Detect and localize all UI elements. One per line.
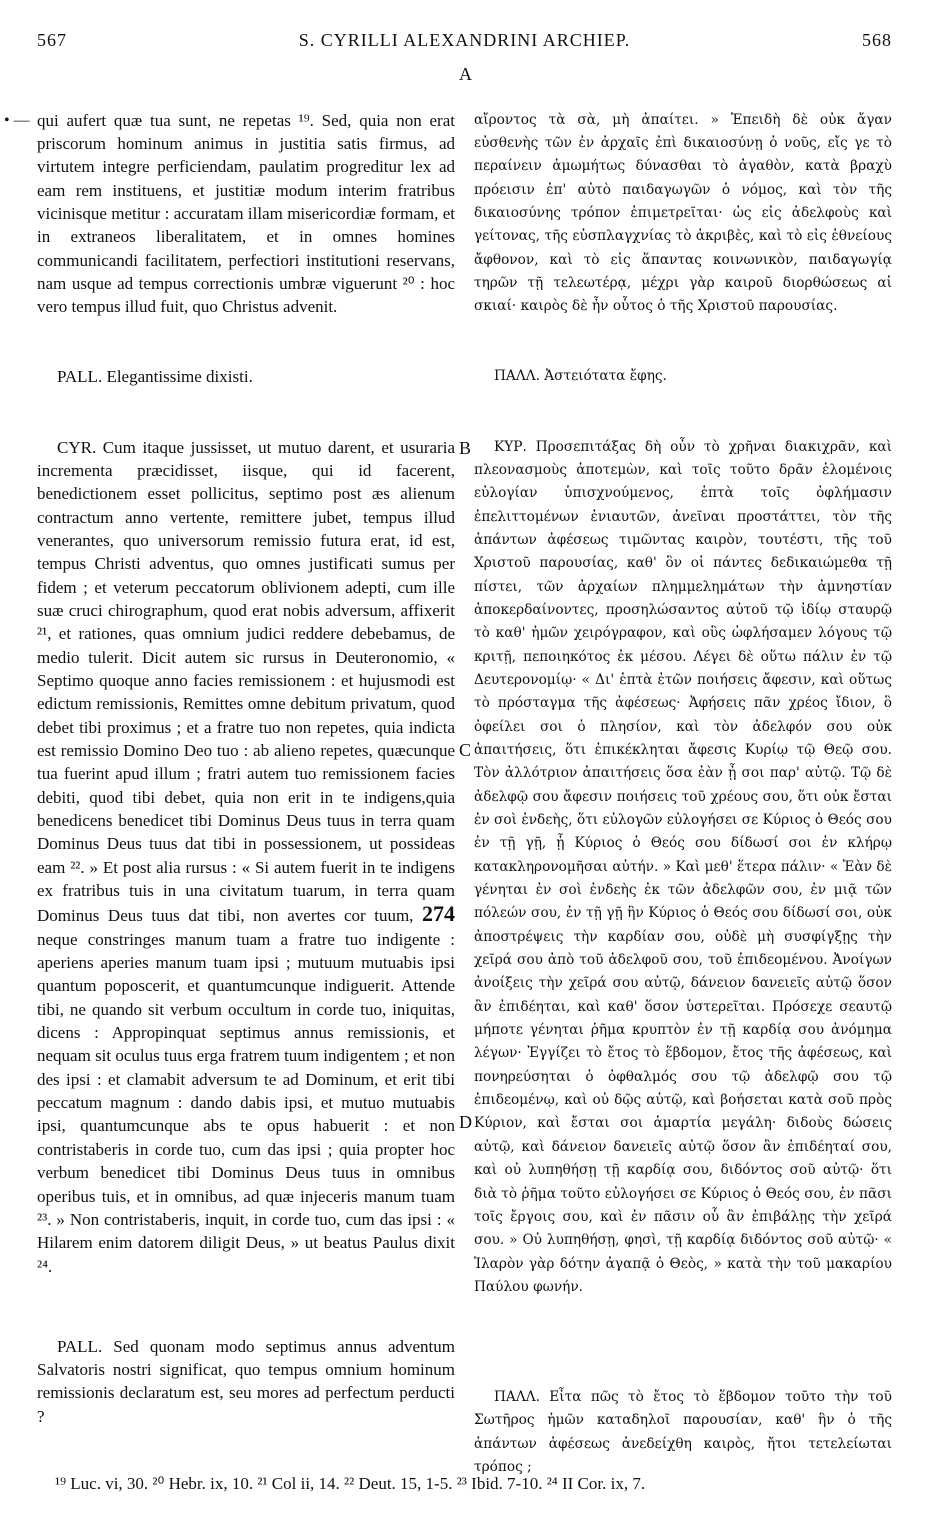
latin-paragraph-cyr-a: CYR. Cum itaque jussisset, ut mutuo darent, et usuraria incrementa præcidisset, iisque, qui id facerent, benedictionem esset pollicitus, septimo post æs alienum contractum anno vertente, remittere jubet, tempus illud venerantes, quo universorum remissio futura erat, id est, tempus Christi adventus, quo omnes justificati sumus per fidem ; et veterum peccatorum oblivionem adepti, cum ille suæ cruci chirographum, quod erat nobis adversum, affixerit ²¹, et rationes, quas omnium judici reddere debebamus, de medio tulerit. Dicit autem sic rursus in Deuteronomio, « Septimo quoque anno facies remissionem : et hujusmodi est edictum remissionis, Remittes omne debitum privatum, quod debet tibi proximus ; et a fratre tuo non repetes, quia indicta est remissio Domino Deo tuo : ab alieno repetes, quæcunque tua fuerint apud illum ; fratri autem tuo remissionem facies debiti, quod tibi debet, quia non erit in te indigens,quia benedicens benedicet tibi Dominus Deus tuus in terra quam Dominus Deus tuus dat tibi in possessionem, ut possideas eam ²². » Et post alia rursus : « Si autem fuerit in te indigens ex fratribus tuis in una civitatum tuarum, in terra quam Dominus Deus tuus dat tibi, non avertes cor tuum, xyxy=(37,437,460,926)
page-number-right: 568 xyxy=(862,30,892,50)
latin-paragraph-1: qui aufert quæ tua sunt, ne repetas ¹⁹. Sed, quia non erat priscorum hominum animus in justitia satis firmus, ad virtutem integre perficiendam, paulatim progreditur lex ad eam rem instituens, et justitiæ modum interim fratribus vicinisque metitur : accuratam illam misericordiæ formam, et in extraneos liberalitatem, et in omnes homines communicandi facilitatem, perfectiori institutioni reservans, nam usque ad tempus correctionis umbræ viguerunt ²⁰ : hoc vero tempus illud fuit, quo Christus advenit. xyxy=(37,110,460,317)
page-marker: 274 xyxy=(422,901,456,927)
section-letter-a: A xyxy=(459,64,472,84)
running-title: S. CYRILLI ALEXANDRINI ARCHIEP. xyxy=(298,30,631,50)
running-header xyxy=(37,30,892,58)
margin-mark: • — xyxy=(4,112,30,129)
section-letter-d: D xyxy=(459,1112,472,1132)
greek-speaker-pall-2: ΠΑΛΛ. Εἶτα πῶς τὸ ἔτος τὸ ἕβδομον τοῦτο τὴν τοῦ Σωτῆρος ἡμῶν καταδηλοῖ παρουσίαν, καθ' ἣν ὁ τῆς ἁπάντων ἀφέσεως ἀνεδείχθη καιρὸς, ἤτοι τετελείωται τρόπος ; xyxy=(474,1388,897,1475)
greek-paragraph-kyr: ΚΥΡ. Προσεπιτάξας δὴ οὖν τὸ χρῆναι διακιχρᾶν, καὶ πλεονασμοὺς ἀποτεμὼν, καὶ τοῖς τοῦτο δρᾶν ἑλομένοις εὐλογίαν ὑπισχνούμενος, ἑπτὰ τοῖς ὀφλήμασιν ἐπελιττομένων ἐνιαυτῶν, ἀνεῖναι προστάττει, τὸν τῆς ἁπάντων ἀφέσεως τιμῶντας καιρὸν, τουτέστι, τῆς τοῦ Χριστοῦ παρουσίας, καθ' ὃν οἱ πάντες δεδικαιώμεθα τῇ πίστει, τῶν ἀρχαίων πλημμελημάτων τὴν ἀμνηστίαν ἀποκερδαίνοντες, προσηλώσαντος αὐτοῦ τῷ ἰδίῳ σταυρῷ τὸ καθ' ἡμῶν χειρόγραφον, καὶ οὓς ὠφλήσαμεν λόγους τῷ κριτῇ, πεποιηκότος ἐκ μέσου. Λέγει δὲ οὕτω πάλιν ἐν τῷ Δευτερονομίῳ· « Δι' ἑπτὰ ἐτῶν ποιήσεις ἄφεσιν, καὶ οὕτως τὸ πρόσταγμα τῆς ἀφέσεως· Ἀφήσεις πᾶν χρέος ἴδιον, ὃ ὀφείλει σοι ὁ πλησίον, καὶ τὸν ἀδελφόν σου οὐκ ἀπαιτήσεις, ὅτι ἐπικέκληται ἄφεσις Κυρίῳ τῷ Θεῷ σου. Τὸν ἀλλότριον ἀπαιτήσεις ὅσα ἐὰν ᾖ σοι παρ' αὐτῷ. Τῷ δὲ ἀδελφῷ σου ἄφεσιν ποιήσεις τοῦ χρέους σου, ὅτι οὐκ ἔσται ἐν σοὶ ἐνδεὴς, ὅτι εὐλογῶν εὐλογήσει σε Κύριος ὁ Θεός σου ἐν τῇ γῇ, ᾗ Κύριος ὁ Θεός σου δίδωσί σοι ἐν κλήρῳ κατακληρονομῆσαι αὐτήν. » Καὶ μεθ' ἕτερα πάλιν· « Ἐὰν δὲ γένηται ἐν σοὶ ἐνδεὴς ἐκ τῶν ἀδελφῶν σου, ἐν μιᾷ τῶν πόλεών σου, ἐν τῇ γῇ ἣν Κύριος ὁ Θεός σου δίδωσί σοι, οὐκ ἀποστρέψεις τὴν καρδίαν σου, οὐδὲ μὴ συσφίγξῃς τὴν χεῖρά σου ἀπὸ τοῦ ἀδελφοῦ σου, τοῦ ἐπιδεομένου. Ἀνοίγων ἀνοίξεις τὴν χεῖρά σου αὐτῷ, δάνειον δανειεῖς αὐτῷ ὅσον ἂν ἐπιδέηται, καὶ καθ' ὅσον ὑστερεῖται. Πρόσεχε σεαυτῷ μήποτε γένηται ῥῆμα κρυπτὸν ἐν τῇ καρδίᾳ σου ἀνόμημα λέγων· Ἐγγίζει τὸ ἔτος τὸ ἕβδομον, ἔτος τῆς ἀφέσεως, καὶ πονηρεύσηται ὁ ὀφθαλμός σου τῷ ἀδελφῷ σου τῷ ἐπιδεομένῳ, καὶ οὐ δῷς αὐτῷ, καὶ βοήσεται κατὰ σοῦ πρὸς Κύριον, καὶ ἔσται σοι ἁμαρτία μεγάλη· διδοὺς δώσεις αὐτῷ, καὶ δάνειον δανειεῖς αὐτῷ ὅσον ἂν ἐπιδέηταί σου, καὶ οὐ λυπηθήσῃ τῇ καρδίᾳ σου, διδόντος σοῦ αὐτῷ· ὅτι διὰ τὸ ῥῆμα τοῦτο εὐλογήσει σε Κύριος ὁ Θεός σου, ἐν πᾶσι τοῖς ἔργοις σου, καὶ ἐν πᾶσιν οὗ ἂν ἐπιβάλῃς τὴν χεῖρά σου. » Οὐ λυπηθήσῃ, φησὶ, τῇ καρδίᾳ διδόντος σοῦ αὐτῷ· « Ἱλαρὸν γὰρ δότην ἀγαπᾷ ὁ Θεὸς, » κατὰ τὴν τοῦ μακαρίου Παύλου φωνήν. xyxy=(474,438,897,1295)
section-letter-c: C xyxy=(459,740,472,760)
page-number-left: 567 xyxy=(37,30,67,50)
latin-paragraph-cyr xyxy=(37,436,460,1278)
latin-speaker-pall-1: PALL. Elegantissime dixisti. xyxy=(57,367,253,387)
greek-paragraph-1: αἴροντος τὰ σὰ, μὴ ἀπαίτει. » Ἐπειδὴ δὲ οὐκ ἄγαν εὐσθενὴς τῶν ἐν ἀρχαῖς ἐπὶ δικαιοσύνῃ ὁ νοῦς, εἴς γε τὸ περαίνειν ἀμωμήτως δύνασθαι τὸ ἀγαθὸν, κατὰ βραχὺ πρόεισιν ἐπ' αὐτὸ παιδαγωγῶν ὁ νόμος, καὶ τὸν τῆς δικαιοσύνης τρόπον ἐπιμετρεῖται· ὡς εἰς ἀδελφοὺς καὶ γείτονας, τῆς εὐσπλαγχνίας τὸ ἀκριβὲς, καὶ τὸ εἰς ἐθνείους ἄφθονον, καὶ τὸ εἰς ἅπαντας κοινωνικὸν, παιδαγωγίᾳ τηρῶν τῇ τελεωτέρᾳ, μέχρι γὰρ καιροῦ διορθώσεως αἱ σκιαί· καιρὸς δὲ ἦν οὗτος ὁ τῆς Χριστοῦ παρουσίας. xyxy=(474,111,897,315)
greek-speaker-pall-1: ΠΑΛΛ. Ἀστειότατα ἔφης. xyxy=(494,368,667,385)
latin-paragraph-cyr-b: neque constringes manum tuam a fratre tuo indigente : aperiens aperies manum tuam ipsi ; mutuum mutuabis ipsi quantum poposcerit, et quantumcunque indiguerit. Attende tibi, ne quando sit verbum occultum in corde tuo, iniquitas, dicens : Appropinquat septimus annus remissionis, et nequam sit oculus tuus erga fratrem tuum indigentem ; et non des ipsi : et clamabit adversum te ad Dominum, et erit tibi peccatum magnum : dando dabis ipsi, et mutuo mutuabis ipsi, quantumcunque abs te opus habuerit : et non contristaberis in corde tuo, cum das ipsi ; quia propter hoc verbum benedicet tibi Dominus Deus tuus in omnibus operibus tuis, et in omnibus, ad quæ injeceris manum tuam ²³. » Non contristaberis, inquit, in corde tuo, cum das ipsi : « Hilarem enim datorem diligit Deus, » ut beatus Paulus dixit ²⁴. xyxy=(37,929,460,1276)
latin-speaker-pall-2: PALL. Sed quonam modo septimus annus adventum Salvatoris nostri significat, quo tempus omnium hominum remissionis declaratum est, seu mores ad perfectum perducti ? xyxy=(37,1336,460,1426)
latin-column xyxy=(37,62,460,1451)
section-letter-b: B xyxy=(459,438,472,458)
footnotes: ¹⁹ Luc. vi, 30. ²⁰ Hebr. ix, 10. ²¹ Col ii, 14. ²² Deut. 15, 1-5. ²³ Ibid. 7-10. ²⁴ II Cor. ix, 7. xyxy=(55,1474,646,1493)
greek-column xyxy=(474,62,897,1503)
